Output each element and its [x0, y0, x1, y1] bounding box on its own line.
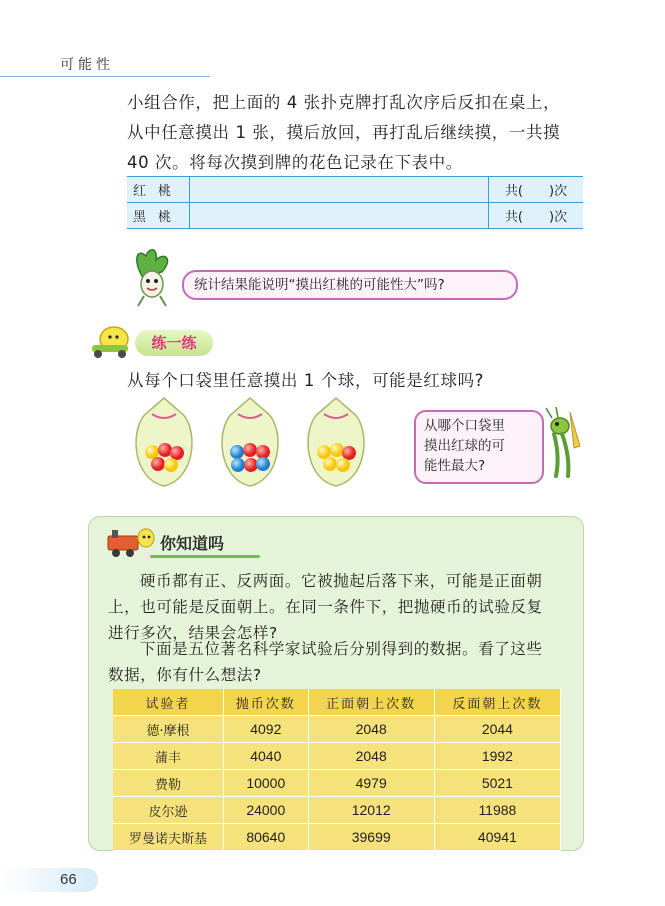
p1-line-2: 上，也可能是反面朝上。在同一条件下，把抛硬币的试验反复 [108, 598, 543, 616]
ball-blue [256, 457, 270, 471]
ball-red [342, 446, 356, 460]
practice-section-label: 练一练 [135, 330, 213, 356]
experimenter-name: 蒲丰 [113, 743, 224, 770]
lemon-car-icon [86, 323, 136, 359]
total-cell-hearts[interactable] [489, 177, 584, 203]
ball-yellow [145, 445, 159, 459]
page-number-tab [0, 868, 98, 892]
table-row [127, 177, 583, 203]
ball-red [158, 443, 172, 457]
table-row [127, 203, 583, 229]
tails-value: 11988 [434, 797, 560, 824]
ball-red [244, 458, 258, 472]
heads-value: 12012 [308, 797, 434, 824]
ball-red [151, 457, 165, 471]
tally-cell-spades[interactable] [190, 203, 489, 229]
did-you-know-title: 你知道吗 [160, 534, 225, 553]
suit-spades-label: 黑桃 [127, 203, 190, 229]
total-suffix: )次 [549, 184, 568, 199]
ball-red [243, 443, 257, 457]
bag-question-bubble [414, 410, 544, 484]
table-row [113, 770, 561, 797]
suit-tally-table [127, 176, 583, 229]
header-tails: 反面朝上次数 [434, 689, 560, 716]
table-row [113, 743, 561, 770]
coin-paragraph-1 [108, 568, 574, 646]
page-number: 66 [60, 871, 77, 888]
bubble-line-2: 摸出红球的可 [424, 438, 505, 454]
tails-value: 2044 [434, 716, 560, 743]
bag-3 [308, 398, 364, 486]
experimenter-name: 罗曼诺夫斯基 [113, 824, 224, 851]
ball-yellow [323, 457, 337, 471]
total-prefix: 共( [504, 210, 523, 225]
tails-value: 40941 [434, 824, 560, 851]
coin-toss-table [113, 689, 561, 851]
header-heads: 正面朝上次数 [308, 689, 434, 716]
activity-line-3: 40 次。将每次摸到牌的花色记录在下表中。 [127, 153, 463, 172]
tosses-value: 4040 [224, 743, 309, 770]
tails-value: 1992 [434, 743, 560, 770]
ball-yellow [336, 458, 350, 472]
bubble-line-1: 从哪个口袋里 [424, 418, 505, 434]
header-experimenter: 试验者 [113, 689, 224, 716]
practice-question: 从每个口袋里任意摸出 1 个球，可能是红球吗? [127, 371, 485, 390]
p2-line-2: 数据，你有什么想法? [108, 666, 262, 684]
activity-line-2: 从中任意摸出 1 张，摸后放回，再打乱后继续摸，一共摸 [127, 123, 561, 142]
bubble-line-3: 能性最大? [424, 458, 486, 474]
table-header-row [113, 689, 561, 716]
tails-value: 5021 [434, 770, 560, 797]
experimenter-name: 德·摩根 [113, 716, 224, 743]
activity-line-1: 小组合作，把上面的 4 张扑克牌打乱次序后反扣在桌上， [127, 93, 561, 112]
heads-value: 2048 [308, 743, 434, 770]
experimenter-name: 费勒 [113, 770, 224, 797]
page-header-title: 可能性 [60, 57, 114, 73]
ball-yellow [317, 445, 331, 459]
header-tosses: 抛币次数 [224, 689, 309, 716]
total-cell-spades[interactable] [489, 203, 584, 229]
coin-paragraph-2 [108, 636, 574, 688]
bag-2 [222, 398, 278, 486]
total-suffix: )次 [549, 210, 568, 225]
heads-value: 2048 [308, 716, 434, 743]
ball-yellow [330, 443, 344, 457]
tally-cell-hearts[interactable] [190, 177, 489, 203]
tosses-value: 4092 [224, 716, 309, 743]
bags-illustration [120, 394, 420, 494]
bag-1 [136, 398, 192, 486]
train-mascot-icon [104, 524, 158, 558]
tosses-value: 10000 [224, 770, 309, 797]
activity-paragraph [127, 88, 597, 178]
tosses-value: 80640 [224, 824, 309, 851]
ball-blue [231, 458, 245, 472]
header-divider [0, 76, 210, 77]
ball-red [170, 446, 184, 460]
p1-line-1: 硬币都有正、反两面。它被抛起后落下来，可能是正面朝 [140, 572, 543, 590]
title-underline [150, 555, 260, 558]
table-row [113, 797, 561, 824]
ball-blue [230, 445, 244, 459]
ball-red [256, 445, 270, 459]
ball-yellow [164, 458, 178, 472]
heads-value: 39699 [308, 824, 434, 851]
experimenter-name: 皮尔逊 [113, 797, 224, 824]
table-row [113, 716, 561, 743]
p2-line-1: 下面是五位著名科学家试验后分别得到的数据。看了这些 [140, 640, 543, 658]
heads-value: 4979 [308, 770, 434, 797]
total-prefix: 共( [504, 184, 523, 199]
radish-mascot-icon [124, 246, 182, 308]
question-bubble: 统计结果能说明“摸出红桃的可能性大”吗? [182, 270, 518, 300]
table-row [113, 824, 561, 851]
suit-hearts-label: 红桃 [127, 177, 190, 203]
grasshopper-mascot-icon [540, 406, 590, 482]
tosses-value: 24000 [224, 797, 309, 824]
p1-line-3: 进行多次，结果会怎样? [108, 624, 278, 642]
